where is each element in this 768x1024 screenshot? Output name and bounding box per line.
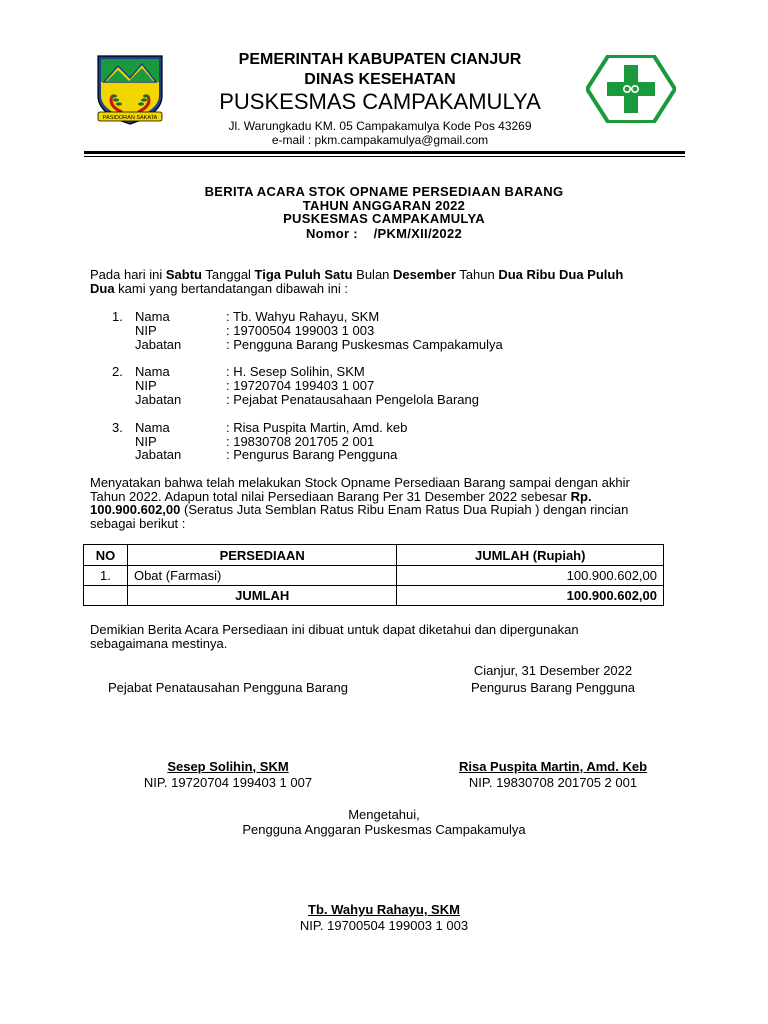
- statement-paragraph: Menyatakan bahwa telah melakukan Stock Opname Persediaan Barang sampai dengan akhir Tahun 2022. Adapun total nilai Persediaan Barang Per 31 Desember 2022 sebesar Rp. 100.900.602,00 (Seratus Juta Semblan Ratus Ribu Enam Ratus Dua Rupiah ) dengan rincian sebagai berikut :: [90, 475, 630, 531]
- letterhead-department: DINAS KESEHATAN: [304, 71, 456, 88]
- document-fiscal-year: TAHUN ANGGARAN 2022: [302, 198, 466, 213]
- acknowledging-role: Pengguna Anggaran Puskesmas Campakamulya: [242, 822, 526, 837]
- bottom-signatory-name: Tb. Wahyu Rahayu, SKM: [308, 902, 460, 917]
- svg-text:PASIDORAN SAKATA: PASIDORAN SAKATA: [102, 115, 158, 121]
- closing-paragraph: Demikian Berita Acara Persediaan ini dibuat untuk dapat diketahui dan dipergunakan sebagaimana mestinya.: [90, 622, 579, 651]
- person-2-name: : H. Sesep Solihin, SKM: [226, 364, 365, 379]
- intro-year-end: Dua: [90, 280, 115, 296]
- list-item-number: 3.: [112, 420, 123, 435]
- field-label: Jabatan: [135, 337, 182, 352]
- row-number: 1.: [84, 566, 128, 586]
- right-signatory-name: Risa Puspita Martin, Amd. Keb: [458, 759, 648, 774]
- total-amount: 100.900.602,00: [397, 586, 664, 606]
- right-signatory-nip: NIP. 19830708 201705 2 001: [468, 775, 638, 790]
- person-3-name: : Risa Puspita Martin, Amd. keb: [226, 420, 408, 435]
- letterhead-divider-thin: [84, 156, 685, 157]
- document-title: BERITA ACARA STOK OPNAME PERSEDIAAN BARANG: [204, 184, 564, 199]
- person-2-nip: : 19720704 199403 1 007: [226, 378, 375, 393]
- table-header-row: [84, 545, 664, 566]
- right-signatory-name-line: [400, 759, 706, 774]
- field-label: Nama: [135, 364, 170, 379]
- intro-year: Dua Ribu Dua Puluh: [498, 267, 624, 282]
- letterhead-email: e-mail : pkm.campakamulya@gmail.com: [271, 133, 489, 147]
- row-amount: 100.900.602,00: [397, 566, 664, 586]
- total-label: JUMLAH: [127, 586, 397, 606]
- letterhead-divider-thick: [84, 151, 685, 154]
- field-label: Nama: [135, 420, 170, 435]
- left-signatory-nip: NIP. 19720704 199403 1 007: [143, 775, 313, 790]
- person-2-position: : Pejabat Penatausahaan Pengelola Barang: [226, 392, 479, 407]
- person-1-position: : Pengguna Barang Puskesmas Campakamulya: [226, 337, 503, 352]
- intro-paragraph: Pada hari ini Sabtu Tanggal Tiga Puluh Satu Bulan Desember Tahun Dua Ribu Dua Puluh Dua kami yang bertandatangan dibawah ini :: [90, 267, 624, 296]
- field-label: NIP: [135, 378, 157, 393]
- field-label: NIP: [135, 323, 157, 338]
- column-header-item: PERSEDIAAN: [127, 545, 397, 566]
- bottom-signatory-nip: NIP. 19700504 199003 1 003: [299, 918, 469, 933]
- left-signatory-role: Pejabat Penatausahan Pengguna Barang: [108, 680, 348, 695]
- total-empty-cell: [84, 586, 128, 606]
- statement-total: 100.900.602,00: [90, 502, 181, 517]
- column-header-no: NO: [84, 545, 128, 566]
- intro-date: Tiga Puluh Satu: [254, 267, 353, 282]
- field-label: NIP: [135, 434, 157, 449]
- intro-month: Desember: [393, 267, 456, 282]
- document-number-value: /PKM/XII/2022: [373, 226, 463, 241]
- statement-currency: Rp.: [570, 488, 592, 504]
- cianjur-regency-logo: [92, 52, 168, 128]
- letterhead-institution: PUSKESMAS CAMPAKAMULYA: [219, 89, 541, 114]
- person-3-nip: : 19830708 201705 2 001: [226, 434, 375, 449]
- left-signatory-name-line: [80, 759, 376, 774]
- document-institution: PUSKESMAS CAMPAKAMULYA: [283, 211, 485, 226]
- field-label: Nama: [135, 309, 170, 324]
- row-item: Obat (Farmasi): [127, 566, 397, 586]
- left-signatory-name: Sesep Solihin, SKM: [167, 759, 289, 774]
- table-total-row: [84, 586, 664, 606]
- person-1-nip: : 19700504 199003 1 003: [226, 323, 375, 338]
- inventory-table: [83, 544, 664, 606]
- letterhead-address: Jl. Warungkadu KM. 05 Campakamulya Kode Pos 43269: [228, 119, 532, 133]
- list-item-number: 2.: [112, 364, 123, 379]
- acknowledged-label: Mengetahui,: [348, 807, 420, 822]
- bottom-signatory-name-line: [200, 902, 568, 917]
- list-item-number: 1.: [112, 309, 123, 324]
- person-3-position: : Pengurus Barang Pengguna: [226, 447, 398, 462]
- field-label: Jabatan: [135, 447, 182, 462]
- field-label: Jabatan: [135, 392, 182, 407]
- person-1-name: : Tb. Wahyu Rahayu, SKM: [226, 309, 380, 324]
- document-number: [150, 226, 618, 241]
- document-number-label: Nomor :: [305, 226, 358, 241]
- column-header-amount: JUMLAH (Rupiah): [397, 545, 664, 566]
- puskesmas-logo: [586, 55, 676, 123]
- letterhead-government: PEMERINTAH KABUPATEN CIANJUR: [238, 51, 522, 68]
- right-signatory-role: Pengurus Barang Pengguna: [470, 680, 636, 695]
- table-row: [84, 566, 664, 586]
- intro-day: Sabtu: [165, 267, 203, 282]
- place-date: Cianjur, 31 Desember 2022: [473, 663, 633, 678]
